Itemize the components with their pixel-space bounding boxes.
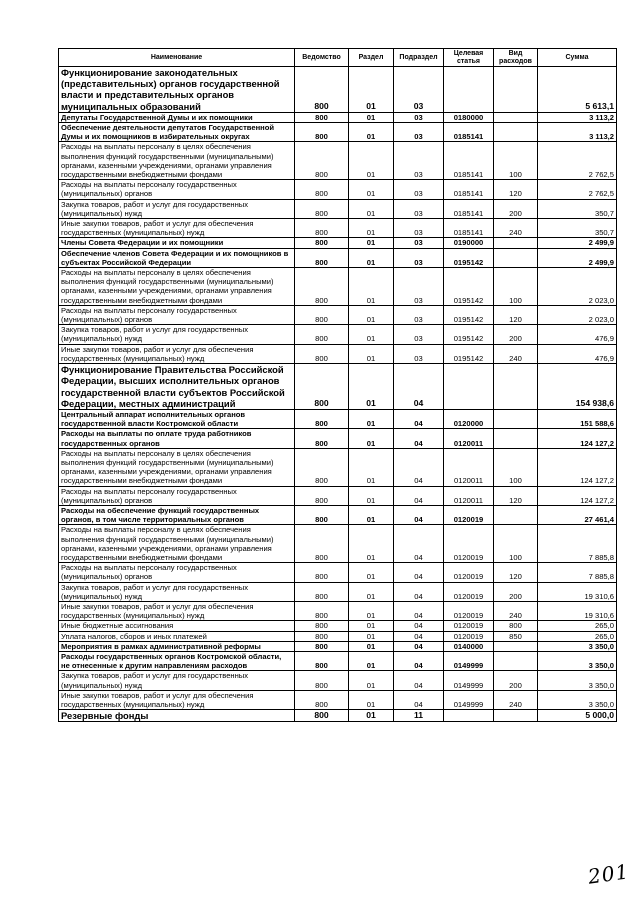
row-amount: 5 000,0 (538, 710, 617, 722)
row-subsection: 04 (394, 621, 444, 631)
row-amount: 19 310,6 (538, 582, 617, 601)
row-expense-type: 800 (494, 621, 538, 631)
row-subsection: 04 (394, 364, 444, 410)
row-section: 01 (349, 112, 394, 122)
row-subsection: 03 (394, 344, 444, 363)
table-row (59, 710, 617, 722)
row-target-article: 0120019 (444, 601, 494, 620)
table-row (59, 601, 617, 620)
row-amount: 476,9 (538, 344, 617, 363)
row-section: 01 (349, 651, 394, 670)
row-expense-type (494, 364, 538, 410)
row-expense-type (494, 409, 538, 428)
row-name: Расходы на обеспечение функций государственных органов, в том числе территориальных органов (59, 505, 295, 524)
row-amount: 350,7 (538, 219, 617, 238)
row-amount: 7 885,8 (538, 563, 617, 582)
row-expense-type: 200 (494, 582, 538, 601)
table-row (59, 505, 617, 524)
row-amount: 2 023,0 (538, 268, 617, 306)
table-row (59, 448, 617, 486)
row-amount: 7 885,8 (538, 525, 617, 563)
row-section: 01 (349, 67, 394, 113)
row-section: 01 (349, 631, 394, 641)
row-name: Расходы на выплаты персоналу государственных (муниципальных) органов (59, 486, 295, 505)
table-row (59, 409, 617, 428)
row-section: 01 (349, 486, 394, 505)
header-department: Ведомство (295, 49, 349, 67)
row-expense-type (494, 505, 538, 524)
row-subsection: 03 (394, 268, 444, 306)
row-section: 01 (349, 268, 394, 306)
table-row (59, 112, 617, 122)
row-department: 800 (295, 219, 349, 238)
row-amount: 2 762,5 (538, 180, 617, 199)
row-subsection: 04 (394, 429, 444, 448)
row-amount: 151 588,6 (538, 409, 617, 428)
row-section: 01 (349, 180, 394, 199)
row-name: Расходы на выплаты персоналу в целях обеспечения выполнения функций государственными (муниципальными) органами, казенными учреждениями, органами управления государственными внебюджетными фондами (59, 448, 295, 486)
row-section: 01 (349, 142, 394, 180)
row-amount: 476,9 (538, 325, 617, 344)
row-target-article: 0185141 (444, 219, 494, 238)
table-row (59, 671, 617, 690)
row-section: 01 (349, 621, 394, 631)
table-row (59, 651, 617, 670)
row-expense-type: 240 (494, 219, 538, 238)
row-department: 800 (295, 199, 349, 218)
row-target-article: 0120011 (444, 448, 494, 486)
row-target-article: 0120019 (444, 631, 494, 641)
row-amount: 5 613,1 (538, 67, 617, 113)
row-subsection: 03 (394, 238, 444, 248)
row-name: Мероприятия в рамках административной реформы (59, 641, 295, 651)
row-subsection: 03 (394, 219, 444, 238)
budget-table (58, 48, 617, 722)
row-target-article: 0190000 (444, 238, 494, 248)
row-amount: 3 350,0 (538, 651, 617, 670)
row-target-article: 0185141 (444, 142, 494, 180)
row-section: 01 (349, 429, 394, 448)
table-header-row (59, 49, 617, 67)
row-name: Иные закупки товаров, работ и услуг для обеспечения государственных (муниципальных) нужд (59, 601, 295, 620)
row-section: 01 (349, 344, 394, 363)
table-row (59, 325, 617, 344)
row-target-article: 0120019 (444, 563, 494, 582)
row-department: 800 (295, 325, 349, 344)
table-row (59, 525, 617, 563)
row-name: Закупка товаров, работ и услуг для государственных (муниципальных) нужд (59, 671, 295, 690)
row-expense-type: 240 (494, 601, 538, 620)
row-expense-type: 100 (494, 525, 538, 563)
row-amount: 3 350,0 (538, 671, 617, 690)
row-section: 01 (349, 199, 394, 218)
row-name: Обеспечение членов Совета Федерации и их помощников в субъектах Российской Федерации (59, 248, 295, 267)
row-subsection: 04 (394, 641, 444, 651)
row-target-article: 0140000 (444, 641, 494, 651)
row-amount: 2 023,0 (538, 305, 617, 324)
row-subsection: 04 (394, 448, 444, 486)
table-row (59, 429, 617, 448)
table-row (59, 305, 617, 324)
row-target-article: 0120011 (444, 486, 494, 505)
row-expense-type: 120 (494, 305, 538, 324)
row-target-article: 0120019 (444, 505, 494, 524)
row-target-article: 0185141 (444, 123, 494, 142)
row-section: 01 (349, 409, 394, 428)
header-section: Раздел (349, 49, 394, 67)
header-subsection: Подраздел (394, 49, 444, 67)
row-section: 01 (349, 710, 394, 722)
row-name: Центральный аппарат исполнительных органов государственной власти Костромской области (59, 409, 295, 428)
row-amount: 124 127,2 (538, 486, 617, 505)
row-expense-type: 200 (494, 325, 538, 344)
row-expense-type (494, 651, 538, 670)
row-department: 800 (295, 409, 349, 428)
row-department: 800 (295, 601, 349, 620)
row-subsection: 04 (394, 582, 444, 601)
row-target-article: 0149999 (444, 671, 494, 690)
table-row (59, 631, 617, 641)
row-name: Расходы на выплаты персоналу в целях обеспечения выполнения функций государственными (муниципальными) органами, казенными учреждениями, органами управления государственными внебюджетными фондами (59, 142, 295, 180)
row-department: 800 (295, 671, 349, 690)
row-subsection: 11 (394, 710, 444, 722)
row-subsection: 04 (394, 690, 444, 709)
row-amount: 27 461,4 (538, 505, 617, 524)
row-subsection: 03 (394, 142, 444, 180)
table-row (59, 344, 617, 363)
row-department: 800 (295, 123, 349, 142)
row-subsection: 03 (394, 248, 444, 267)
row-section: 01 (349, 325, 394, 344)
row-expense-type (494, 238, 538, 248)
row-target-article: 0149999 (444, 690, 494, 709)
row-name: Закупка товаров, работ и услуг для государственных (муниципальных) нужд (59, 325, 295, 344)
row-name: Закупка товаров, работ и услуг для государственных (муниципальных) нужд (59, 582, 295, 601)
row-subsection: 03 (394, 325, 444, 344)
row-subsection: 03 (394, 305, 444, 324)
row-amount: 154 938,6 (538, 364, 617, 410)
row-name: Расходы на выплаты персоналу государственных (муниципальных) органов (59, 180, 295, 199)
row-amount: 2 499,9 (538, 238, 617, 248)
table-row (59, 268, 617, 306)
row-department: 800 (295, 364, 349, 410)
row-section: 01 (349, 305, 394, 324)
row-name: Функционирование Правительства Российской Федерации, высших исполнительных органов государственной власти субъектов Российской Федерации, местных администраций (59, 364, 295, 410)
row-section: 01 (349, 448, 394, 486)
table-row (59, 238, 617, 248)
table-row (59, 219, 617, 238)
row-department: 800 (295, 112, 349, 122)
row-target-article: 0120011 (444, 429, 494, 448)
row-name: Депутаты Государственной Думы и их помощники (59, 112, 295, 122)
row-name: Иные бюджетные ассигнования (59, 621, 295, 631)
row-name: Иные закупки товаров, работ и услуг для обеспечения государственных (муниципальных) нужд (59, 690, 295, 709)
row-name: Расходы на выплаты персоналу в целях обеспечения выполнения функций государственными (муниципальными) органами, казенными учреждениями, органами управления государственными внебюджетными фондами (59, 268, 295, 306)
row-expense-type (494, 641, 538, 651)
table-row (59, 364, 617, 410)
row-amount: 2 499,9 (538, 248, 617, 267)
row-subsection: 04 (394, 486, 444, 505)
page-number: 201 (586, 859, 631, 889)
table-row (59, 563, 617, 582)
row-department: 800 (295, 344, 349, 363)
row-name: Расходы на выплаты по оплате труда работников государственных органов (59, 429, 295, 448)
row-target-article: 0149999 (444, 651, 494, 670)
row-target-article: 0195142 (444, 305, 494, 324)
row-subsection: 04 (394, 631, 444, 641)
row-amount: 2 762,5 (538, 142, 617, 180)
row-subsection: 04 (394, 671, 444, 690)
row-department: 800 (295, 238, 349, 248)
table-row (59, 641, 617, 651)
row-expense-type (494, 248, 538, 267)
row-target-article: 0185141 (444, 199, 494, 218)
row-target-article: 0120019 (444, 525, 494, 563)
row-section: 01 (349, 248, 394, 267)
row-expense-type: 120 (494, 486, 538, 505)
row-name: Резервные фонды (59, 710, 295, 722)
row-subsection: 04 (394, 409, 444, 428)
row-subsection: 03 (394, 123, 444, 142)
row-expense-type (494, 67, 538, 113)
row-target-article: 0195142 (444, 268, 494, 306)
row-department: 800 (295, 505, 349, 524)
row-department: 800 (295, 305, 349, 324)
table-row (59, 180, 617, 199)
row-amount: 350,7 (538, 199, 617, 218)
header-name: Наименование (59, 49, 295, 67)
row-amount: 3 113,2 (538, 112, 617, 122)
row-expense-type (494, 429, 538, 448)
row-department: 800 (295, 621, 349, 631)
row-name: Расходы на выплаты персоналу в целях обеспечения выполнения функций государственными (муниципальными) органами, казенными учреждениями, органами управления государственными внебюджетными фондами (59, 525, 295, 563)
table-row (59, 142, 617, 180)
table-row (59, 690, 617, 709)
row-target-article (444, 67, 494, 113)
row-department: 800 (295, 429, 349, 448)
row-expense-type: 240 (494, 344, 538, 363)
row-subsection: 04 (394, 601, 444, 620)
row-department: 800 (295, 180, 349, 199)
row-expense-type (494, 112, 538, 122)
row-expense-type: 100 (494, 448, 538, 486)
row-target-article: 0195142 (444, 344, 494, 363)
row-expense-type (494, 710, 538, 722)
row-name: Функционирование законодательных (представительных) органов государственной власти и представительных органов муниципальных образований (59, 67, 295, 113)
row-department: 800 (295, 563, 349, 582)
row-department: 800 (295, 142, 349, 180)
row-amount: 124 127,2 (538, 429, 617, 448)
row-name: Иные закупки товаров, работ и услуг для обеспечения государственных (муниципальных) нужд (59, 344, 295, 363)
row-section: 01 (349, 582, 394, 601)
row-department: 800 (295, 651, 349, 670)
row-section: 01 (349, 641, 394, 651)
row-amount: 265,0 (538, 631, 617, 641)
row-name: Расходы на выплаты персоналу государственных (муниципальных) органов (59, 305, 295, 324)
row-department: 800 (295, 641, 349, 651)
table-row (59, 123, 617, 142)
row-expense-type: 200 (494, 199, 538, 218)
row-name: Иные закупки товаров, работ и услуг для обеспечения государственных (муниципальных) нужд (59, 219, 295, 238)
table-row (59, 486, 617, 505)
row-subsection: 03 (394, 112, 444, 122)
row-department: 800 (295, 690, 349, 709)
row-department: 800 (295, 448, 349, 486)
header-target-article: Целевая статья (444, 49, 494, 67)
header-expense-type: Вид расходов (494, 49, 538, 67)
row-section: 01 (349, 505, 394, 524)
row-target-article: 0185141 (444, 180, 494, 199)
row-department: 800 (295, 248, 349, 267)
row-section: 01 (349, 671, 394, 690)
row-amount: 3 350,0 (538, 690, 617, 709)
row-section: 01 (349, 238, 394, 248)
row-subsection: 04 (394, 525, 444, 563)
row-department: 800 (295, 631, 349, 641)
row-expense-type: 100 (494, 142, 538, 180)
row-expense-type: 200 (494, 671, 538, 690)
row-expense-type (494, 123, 538, 142)
row-section: 01 (349, 563, 394, 582)
row-name: Обеспечение деятельности депутатов Государственной Думы и их помощников в избирательных округах (59, 123, 295, 142)
row-target-article: 0120019 (444, 582, 494, 601)
row-expense-type: 120 (494, 563, 538, 582)
row-amount: 3 113,2 (538, 123, 617, 142)
row-department: 800 (295, 525, 349, 563)
row-amount: 19 310,6 (538, 601, 617, 620)
row-expense-type: 120 (494, 180, 538, 199)
table-body (59, 67, 617, 722)
row-target-article (444, 710, 494, 722)
row-name: Уплата налогов, сборов и иных платежей (59, 631, 295, 641)
row-target-article: 0120019 (444, 621, 494, 631)
row-subsection: 03 (394, 180, 444, 199)
table-row (59, 621, 617, 631)
row-name: Закупка товаров, работ и услуг для государственных (муниципальных) нужд (59, 199, 295, 218)
table-row (59, 248, 617, 267)
row-target-article: 0120000 (444, 409, 494, 428)
row-department: 800 (295, 268, 349, 306)
row-section: 01 (349, 525, 394, 563)
row-subsection: 04 (394, 505, 444, 524)
row-department: 800 (295, 582, 349, 601)
table-row (59, 582, 617, 601)
header-amount: Сумма (538, 49, 617, 67)
row-target-article: 0180000 (444, 112, 494, 122)
row-subsection: 03 (394, 67, 444, 113)
table-row (59, 199, 617, 218)
row-subsection: 04 (394, 563, 444, 582)
row-section: 01 (349, 219, 394, 238)
table-row (59, 67, 617, 113)
row-expense-type: 850 (494, 631, 538, 641)
row-expense-type: 100 (494, 268, 538, 306)
row-target-article: 0195142 (444, 325, 494, 344)
row-target-article: 0195142 (444, 248, 494, 267)
row-department: 800 (295, 710, 349, 722)
row-department: 800 (295, 67, 349, 113)
row-name: Расходы государственных органов Костромской области, не отнесенные к другим направлениям расходов (59, 651, 295, 670)
row-section: 01 (349, 364, 394, 410)
row-department: 800 (295, 486, 349, 505)
row-name: Члены Совета Федерации и их помощники (59, 238, 295, 248)
row-amount: 265,0 (538, 621, 617, 631)
row-target-article (444, 364, 494, 410)
row-subsection: 03 (394, 199, 444, 218)
row-name: Расходы на выплаты персоналу государственных (муниципальных) органов (59, 563, 295, 582)
row-section: 01 (349, 123, 394, 142)
row-section: 01 (349, 690, 394, 709)
row-expense-type: 240 (494, 690, 538, 709)
row-section: 01 (349, 601, 394, 620)
row-subsection: 04 (394, 651, 444, 670)
row-amount: 3 350,0 (538, 641, 617, 651)
row-amount: 124 127,2 (538, 448, 617, 486)
